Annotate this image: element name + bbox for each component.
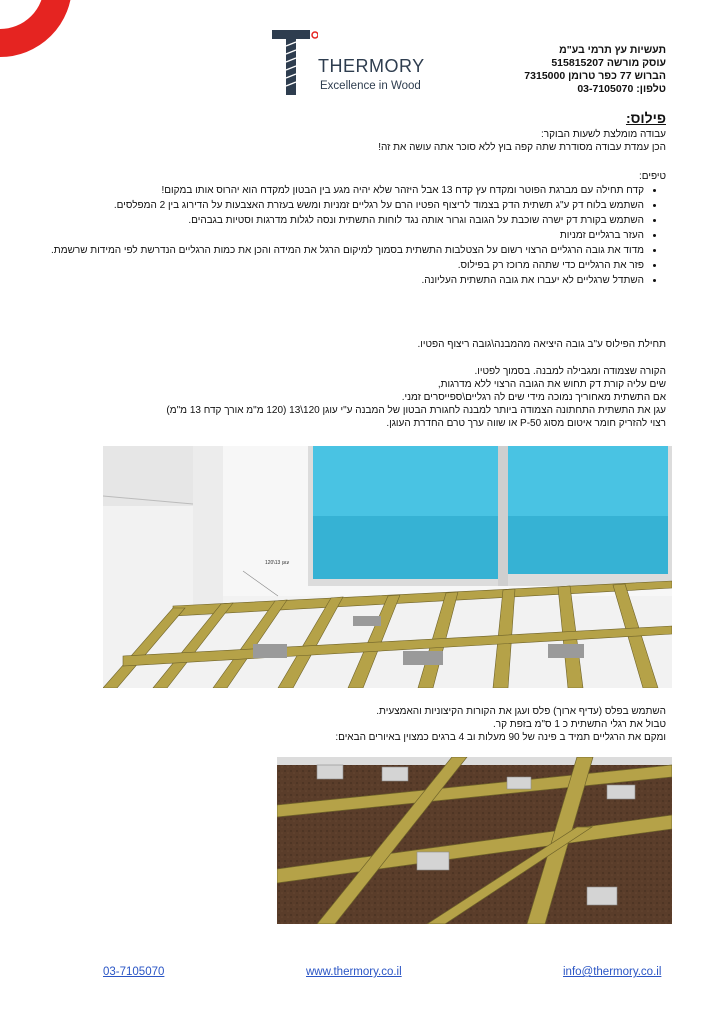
logo-tagline: Excellence in Wood	[320, 80, 421, 92]
footer-website-link[interactable]: www.thermory.co.il	[306, 966, 402, 978]
intro-line: עבודה מומלצת לשעות הבוקר:	[541, 129, 666, 140]
joist-anchor-label: עוגן 13\120	[265, 560, 290, 566]
paragraph-line: הקורה שצמודה ומגבילה למבנה. בסמוך לפטיו.	[474, 366, 666, 377]
logo-mark-icon	[272, 30, 318, 96]
paragraph-line: אם התשתית מאחוריך נמוכה מידי שים לה רגליים\ספייסרים זמני.	[401, 392, 666, 403]
footer-email-link[interactable]: info@thermory.co.il	[563, 966, 662, 978]
list-item: • מדוד את גובה הרגליים הרצוי רשום על הצטלבות התשתית בסמוך למיקום הרגל את המידה והכן את כמות הרגליים הנדרשת לפי המידות שרשמת.	[44, 244, 644, 257]
deck-frame-illustration	[103, 446, 672, 688]
list-item: • השתמש בקורת דק ישרה שוכבת על הגובה וגרור אותה נגד לוחות התשתית ונסה לגלות מדרגות וסטיות בגבהים.	[44, 214, 644, 227]
paragraph-line: שים עליה קורת דק תחוש את הגובה הרצוי ללא מדרגות,	[437, 379, 666, 390]
company-name: תעשיות עץ תרמי בע"מ	[559, 44, 666, 56]
paragraph-anchoring	[166, 365, 666, 430]
section-title: פילוס:	[625, 110, 666, 126]
paragraph-leveling	[335, 705, 666, 744]
footer	[0, 966, 724, 986]
company-license: עוסק מורשה 515815207	[551, 57, 666, 69]
corner-accent	[0, 0, 90, 60]
list-item: • פזר את הרגליים כדי שתהה מרוכז רק בפילוס.	[44, 259, 644, 272]
list-item: • העזר ברגליים זמניות	[44, 229, 644, 242]
tips-list	[44, 184, 666, 289]
paragraph-line: טבול את רגלי התשתית כ 1 ס"מ בזפת קר.	[493, 719, 666, 730]
company-phone: טלפון: 03-7105070	[577, 83, 666, 95]
deck-supports-illustration	[277, 757, 672, 924]
paragraph-line: ומקם את הרגליים תמיד ב פינה של 90 מעלות וב 4 ברגים כמצוין באיורים הבאים:	[335, 732, 666, 743]
paragraph-line: השתמש בפלס (עדיף ארוך) פלס ועגן את הקורות הקיצוניות והאמצעית.	[376, 706, 666, 717]
tips-heading: טיפים:	[639, 171, 666, 182]
paragraph-start: תחילת הפילוס ע"ב גובה היציאה מהמבנה\גובה ריצוף הפטיו.	[417, 339, 666, 350]
list-item: • קדח תחילה עם מברגת הפוטר ומקדח עץ קדח 13 אבל היזהר שלא יהיה מגע בין הבטון למקדח הוא יהרוס אותו במקום!	[44, 184, 644, 197]
list-item: • השתמש בלוח דק ע"ג תשתית הדק בצמוד לריצוף הפטיו הרם על רגליים זמניות ומשש בעזרת האצבעות על הדירוג בין 2 המפלסים.	[44, 199, 644, 212]
list-item: • השתדל שרגליים לא יעברו את גובה התשתית העליונה.	[44, 274, 644, 287]
intro-line: הכן עמדת עבודה מסודרת שתה קפה בוץ ללא סוכר אתה עושה את זה!	[378, 142, 666, 153]
company-details	[406, 44, 666, 96]
footer-phone-link[interactable]: 03-7105070	[103, 966, 165, 978]
paragraph-line: עגן את התשתית התחתונה הצמודה ביותר למבנה לחגורת הבטון של המבנה ע"י עוגן 120\13 (120 מ"מ אורך קדח 13 מ"מ)	[166, 405, 666, 416]
intro-text	[378, 128, 666, 154]
paragraph-line: רצוי להזריק חומר איטום מסוג P-50 או שווה ערך טרם החדרת העוגן.	[386, 418, 666, 429]
logo-brand: THERMORY	[318, 56, 425, 76]
company-address: הברוש 77 כפר טרומן 7315000	[524, 70, 666, 82]
